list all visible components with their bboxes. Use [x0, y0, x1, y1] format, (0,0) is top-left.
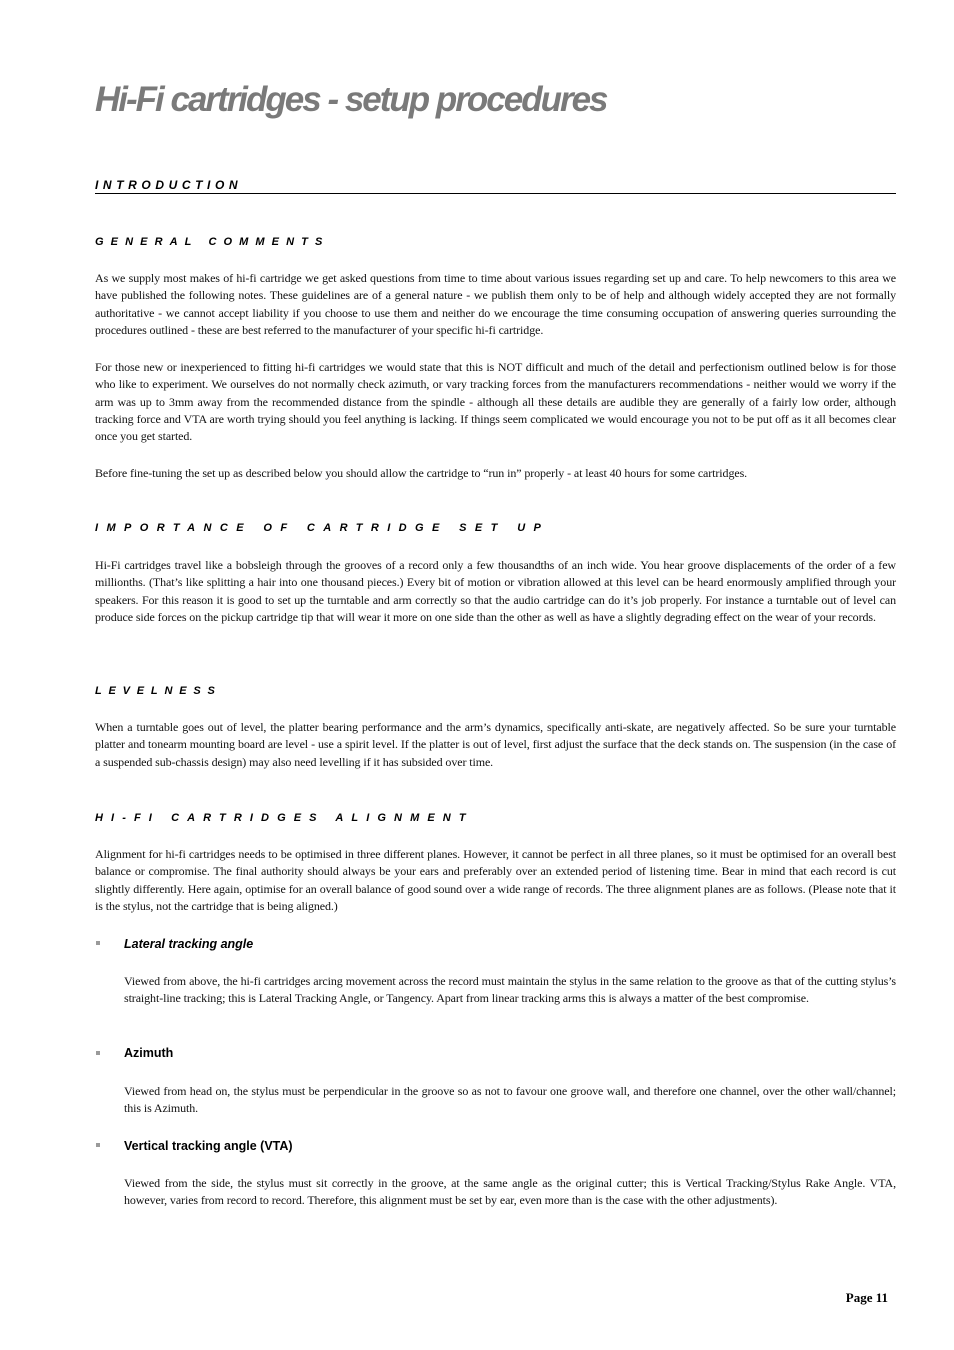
importance-paragraph: Hi-Fi cartridges travel like a bobsleigh through the grooves of a record only a few thousandths of an inch wide. You hear groove displacements of the order of a few millionths. (That’s like splitting a hair into one thousand pieces.) Every bit of motion or vibration allowed at this level can be heard enormously amplified through your speakers. For this reason it is good to set up the turntable and arm correctly so that the audio cartridge can do it’s job properly. For instance a turntable out of level can produce side forces on the pickup cartridge tip that will wear it more on one side than the other as well as have a slightly degrading effect on the wear of your records. [95, 558, 896, 624]
bullet-marker [96, 1143, 100, 1147]
introduction-heading: INTRODUCTION [95, 178, 896, 194]
general-comments-heading: GENERAL COMMENTS [95, 236, 330, 248]
azimuth-heading: Azimuth [124, 1046, 174, 1060]
vta-text: Viewed from the side, the stylus must sit correctly in the groove, at the same angle as the original cutter; this is Vertical Tracking/Stylus Rake Angle. VTA, however, varies from record to record. Therefore, this alignment must be set by ear, even more than is the case with the other adjustments). [124, 1176, 896, 1208]
general-comments-paragraph-1: As we supply most makes of hi-fi cartridge we get asked questions from time to time about various issues regarding set up and care. To help newcomers to this area we have published the following notes. These guidelines are of a general nature - we publish them only to be of help and although widely accepted they are not formally authoritative - we cannot accept liability if you choose to use them and neither do we encourage the time consuming occupation of answering queries surrounding the procedures outlined - these are best referred to the manufacturer of your specific hi-fi cartridge. [95, 271, 896, 337]
alignment-paragraph: Alignment for hi-fi cartridges needs to be optimised in three different planes. However, it cannot be perfect in all three planes, so it must be optimised for an overall best balance or compromise. The final authority should always be your ears and preferably over an extended period of listening time. Bear in mind that each record is cut slightly differently. Here again, optimise for an overall balance of good sound over a wide range of records. The three alignment planes are as follows. (Please note that it is the stylus, not the cartridge that is being aligned.) [95, 847, 896, 913]
levelness-paragraph: When a turntable goes out of level, the platter bearing performance and the arm’s dynamics, specifically anti-skate, are negatively affected. So be sure your turntable platter and tonearm mounting board are level - use a spirit level. If the platter is out of level, first adjust the surface that the deck stands on. The suspension (in the case of a suspended sub-chassis design) may also need levelling if it has subsided over time. [95, 720, 896, 769]
general-comments-paragraph-3: Before fine-tuning the set up as described below you should allow the cartridge to “run in” properly - at least 40 hours for some cartridges. [95, 466, 748, 480]
general-comments-paragraph-2: For those new or inexperienced to fitting hi-fi cartridges we would state that this is NOT difficult and much of the detail and perfectionism outlined below is for those who like to experiment. We ourselves do not normally check azimuth, or vary tracking forces from the manufacturers recommendations - neither would we worry if the arm was up to 3mm away from the recommended distance from the spindle - although all these details are audible they are generally of a fairly low order, although tracking force and VTA are worth trying should you feel anything is lacking. If things seem complicated we would encourage you not to be put off as it all becomes clear once you get started. [95, 360, 896, 444]
importance-heading: IMPORTANCE OF CARTRIDGE SET UP [95, 522, 550, 534]
page-number: Page 11 [845, 1290, 888, 1305]
page-title: Hi-Fi cartridges - setup procedures [95, 80, 607, 119]
lateral-tracking-angle-heading: Lateral tracking angle [124, 937, 254, 951]
bullet-marker [96, 941, 100, 945]
azimuth-text: Viewed from head on, the stylus must be perpendicular in the groove so as not to favour one groove wall, and therefore one channel, over the other wall/channel; this is Azimuth. [124, 1084, 896, 1116]
levelness-heading: LEVELNESS [95, 685, 222, 697]
lateral-tracking-angle-text: Viewed from above, the hi-fi cartridges arcing movement across the record must maintain the stylus in the same relation to the groove as that of the cutting stylus’s straight-line tracking; this is Lateral Tracking Angle, or Tangency. Apart from linear tracking arms this is always a matter of the best compromise. [124, 974, 896, 1006]
vta-heading: Vertical tracking angle (VTA) [124, 1139, 293, 1153]
bullet-marker [96, 1051, 100, 1055]
alignment-heading: HI-FI CARTRIDGES ALIGNMENT [95, 812, 474, 824]
